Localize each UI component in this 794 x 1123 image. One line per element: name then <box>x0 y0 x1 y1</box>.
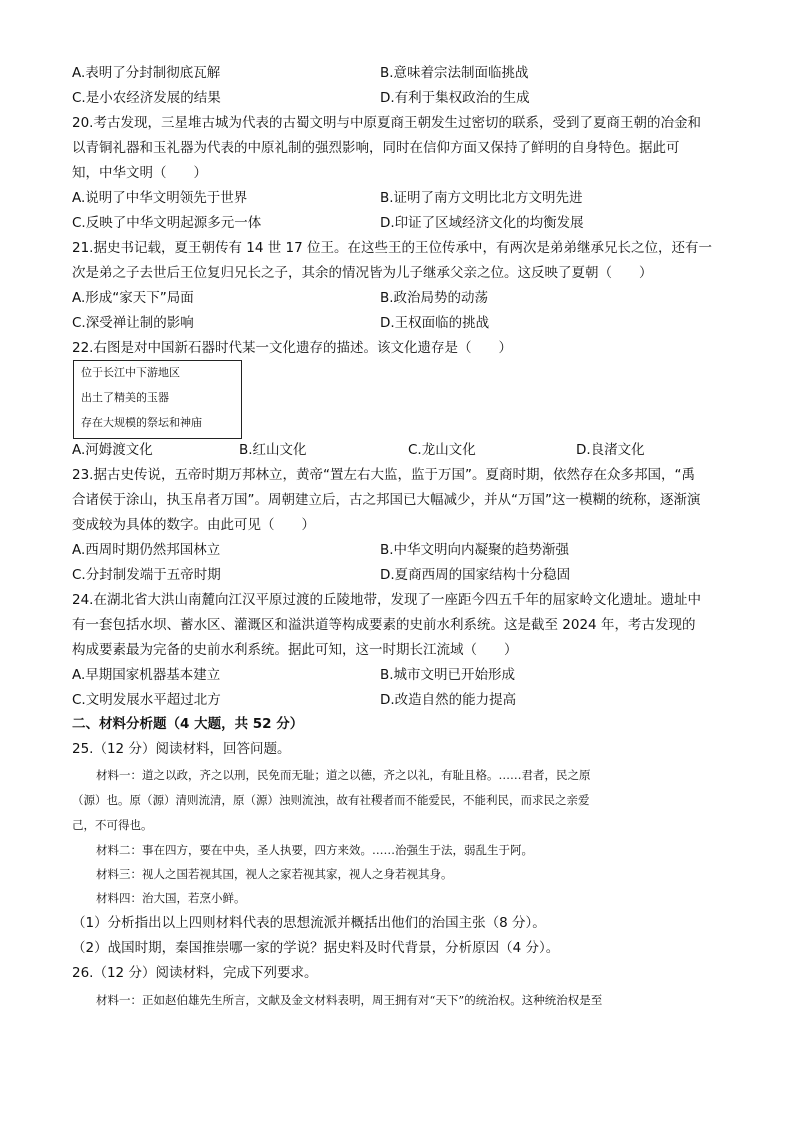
q22-option-a: A.河姆渡文化 <box>72 442 153 458</box>
q21-option-c: C.深受禅让制的影响 <box>72 315 194 331</box>
q23-stem-line-1: 23.据古史传说，五帝时期万邦林立，黄帝“置左右大监，监于万国”。夏商时期，依然存在众多邦国，“禹 <box>72 467 695 483</box>
q25-material-3: 材料三：视人之国若视其国，视人之家若视其家，视人之身若视其身。 <box>96 867 453 881</box>
q20-option-c: C.反映了中华文明起源多元一体 <box>72 215 262 231</box>
q25-sub-question-1: （1）分析指出以上四则材料代表的思想流派并概括出他们的治国主张（8 分）。 <box>72 915 546 931</box>
q24-option-d: D.改造自然的能力提高 <box>380 692 517 708</box>
q25-head: 25.（12 分）阅读材料，回答问题。 <box>72 741 291 757</box>
q25-sub-question-2: （2）战国时期，秦国推崇哪一家的学说？据史料及时代背景，分析原因（4 分）。 <box>72 940 560 956</box>
q19-option-b: B.意味着宗法制面临挑战 <box>380 65 529 81</box>
q25-material-1-line-3: 己，不可得也。 <box>72 818 153 832</box>
q21-option-d: D.王权面临的挑战 <box>380 315 490 331</box>
q23-option-b: B.中华文明向内凝聚的趋势渐强 <box>380 542 570 558</box>
q22-description-box <box>73 360 242 439</box>
q24-stem-line-1: 24.在湖北省大洪山南麓向江汉平原过渡的丘陵地带，发现了一座距今四五千年的屈家岭文化遗址。遗址中 <box>72 592 701 608</box>
q22-option-d: D.良渚文化 <box>576 442 645 458</box>
section-2-title: 二、材料分析题（4 大题，共 52 分） <box>72 716 304 732</box>
q23-option-c: C.分封制发端于五帝时期 <box>72 567 221 583</box>
q22-box-line-1: 位于长江中下游地区 <box>81 366 180 379</box>
q20-option-a: A.说明了中华文明领先于世界 <box>72 190 248 206</box>
q21-stem-line-2: 次是弟之子去世后王位复归兄长之子，其余的情况皆为儿子继承父亲之位。这反映了夏朝（ ） <box>72 265 653 281</box>
q19-option-a: A.表明了分封制彻底瓦解 <box>72 65 221 81</box>
q23-stem-line-2: 合诸侯于涂山，执玉帛者万国”。周朝建立后，古之邦国已大幅减少，并从“万国”这一模糊的统称，逐渐演 <box>72 492 701 508</box>
q20-stem-line-1: 20.考古发现，三星堆古城为代表的古蜀文明与中原夏商王朝发生过密切的联系，受到了夏商王朝的冶金和 <box>72 115 701 131</box>
q22-box-line-3: 存在大规模的祭坛和神庙 <box>81 416 202 429</box>
q24-option-c: C.文明发展水平超过北方 <box>72 692 221 708</box>
q21-stem-line-1: 21.据史书记载，夏王朝传有 14 世 17 位王。在这些王的王位传承中，有两次是弟弟继承兄长之位，还有一 <box>72 240 712 256</box>
q23-stem-line-3: 变成较为具体的数字。由此可见（ ） <box>72 517 315 533</box>
q25-material-2: 材料二：事在四方，要在中央，圣人执要，四方来效。……治强生于法，弱乱生于阿。 <box>96 843 533 857</box>
q20-stem-line-3: 知，中华文明（ ） <box>72 165 207 181</box>
q24-option-b: B.城市文明已开始形成 <box>380 667 516 683</box>
q24-stem-line-3: 构成要素最为完备的史前水利系统。据此可知，这一时期长江流域（ ） <box>72 642 518 658</box>
q19-option-d: D.有利于集权政治的生成 <box>380 90 530 106</box>
q23-option-d: D.夏商西周的国家结构十分稳固 <box>380 567 571 583</box>
q25-material-1-line-2: （源）也。原（源）清则流清，原（源）浊则流浊，故有社稷者而不能爱民，不能利民，而求民之亲爱 <box>72 793 590 807</box>
q25-material-1-line-1: 材料一：道之以政，齐之以刑，民免而无耻；道之以德，齐之以礼，有耻且格。……君者，民之原 <box>96 768 591 782</box>
q23-option-a: A.西周时期仍然邦国林立 <box>72 542 221 558</box>
q20-stem-line-2: 以青铜礼器和玉礼器为代表的中原礼制的强烈影响，同时在信仰方面又保持了鲜明的自身特色。据此可 <box>72 140 680 156</box>
q21-option-a: A.形成“家天下”局面 <box>72 290 194 306</box>
q20-option-d: D.印证了区域经济文化的均衡发展 <box>380 215 584 231</box>
q22-box-line-2: 出土了精美的玉器 <box>81 391 169 404</box>
q20-option-b: B.证明了南方文明比北方文明先进 <box>380 190 583 206</box>
q22-option-b: B.红山文化 <box>239 442 307 458</box>
q24-stem-line-2: 有一套包括水坝、蓄水区、灌溉区和溢洪道等构成要素的史前水利系统。这是截至 2024 年，考古发现的 <box>72 617 696 633</box>
q26-material-1-line-1: 材料一：正如赵伯雄先生所言，文献及金文材料表明，周王拥有对“天下”的统治权。这种统治权是至 <box>96 993 603 1007</box>
q19-option-c: C.是小农经济发展的结果 <box>72 90 221 106</box>
q24-option-a: A.早期国家机器基本建立 <box>72 667 221 683</box>
q22-stem: 22.右图是对中国新石器时代某一文化遗存的描述。该文化遗存是（ ） <box>72 340 512 356</box>
q26-head: 26.（12 分）阅读材料，完成下列要求。 <box>72 965 318 981</box>
q21-option-b: B.政治局势的动荡 <box>380 290 489 306</box>
q22-option-c: C.龙山文化 <box>408 442 476 458</box>
q25-material-4: 材料四：治大国，若烹小鲜。 <box>96 891 246 905</box>
